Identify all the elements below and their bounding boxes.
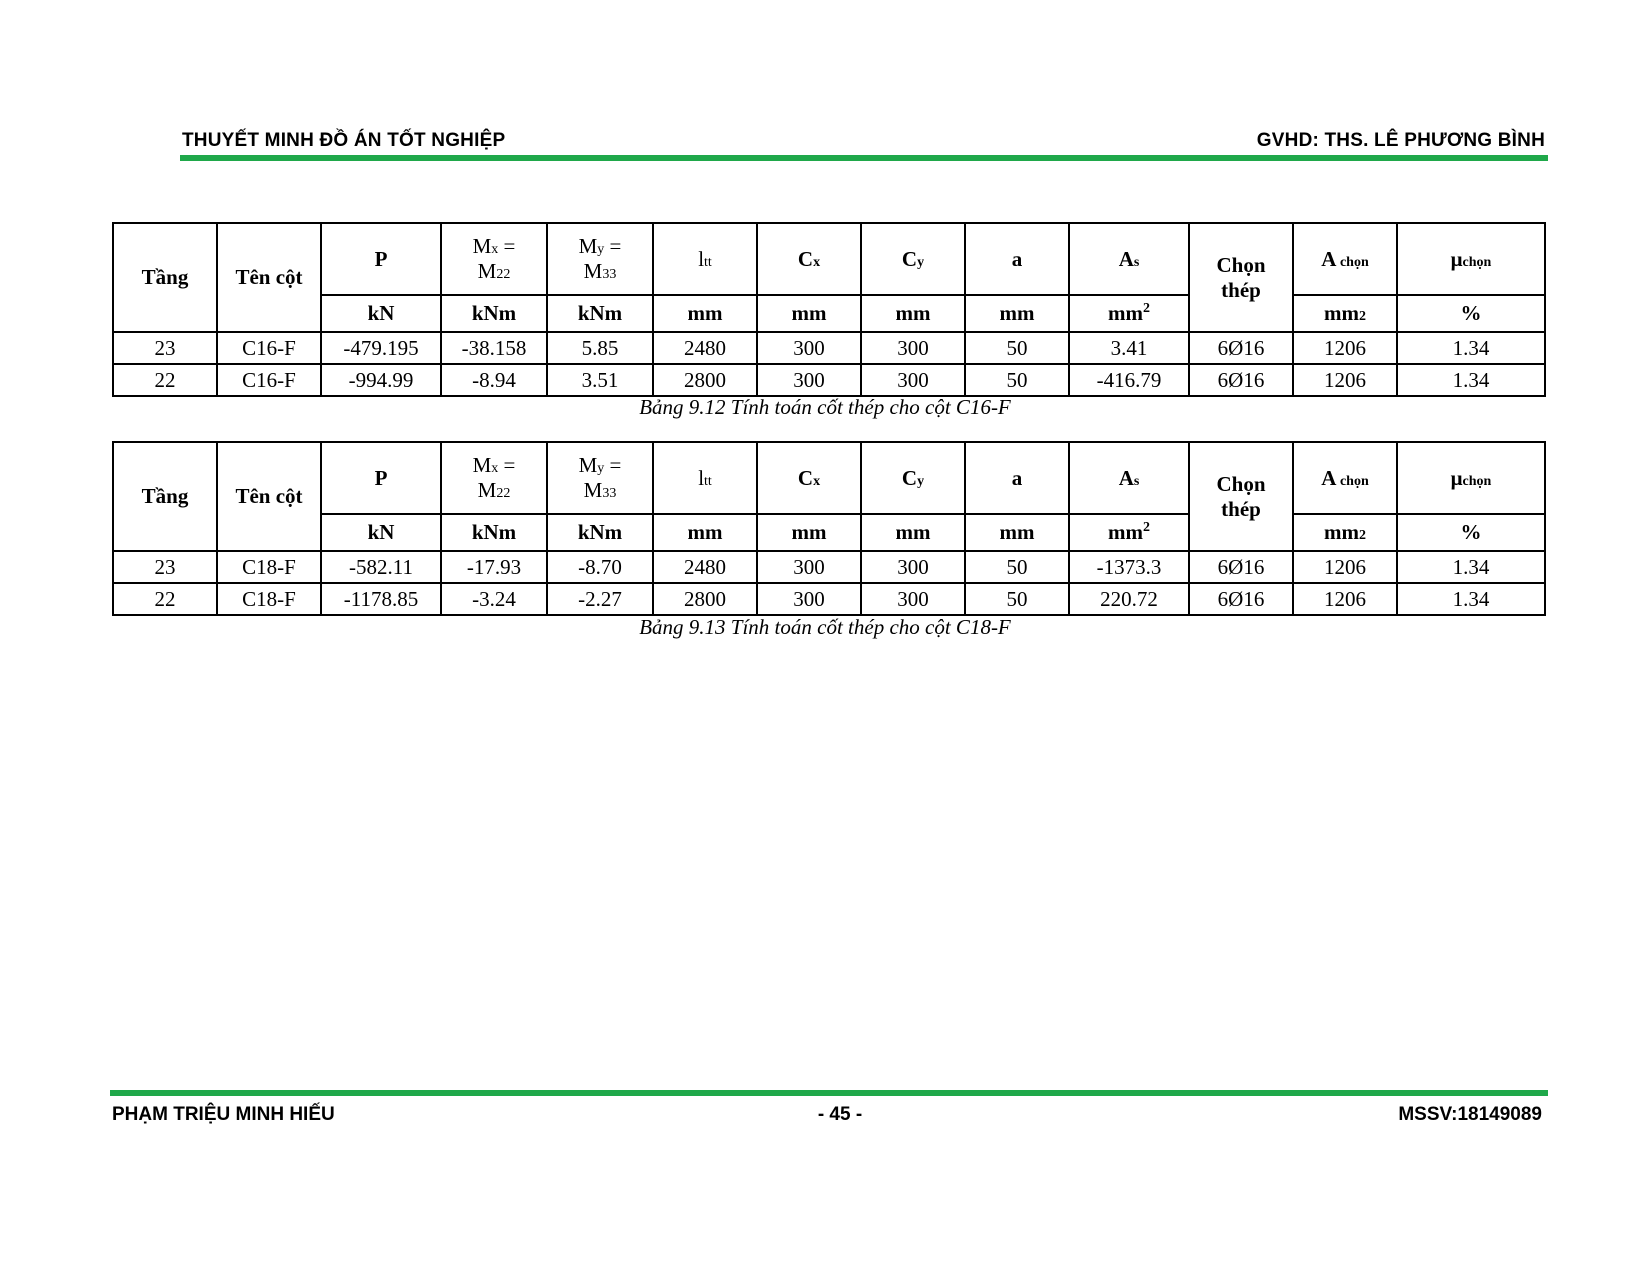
unit-mx: kNm — [441, 295, 547, 332]
cell: 1.34 — [1397, 332, 1545, 364]
cell: 6Ø16 — [1189, 332, 1293, 364]
col-header-chon-thep: Chọn thép — [1189, 442, 1293, 551]
unit-my: kNm — [547, 514, 653, 551]
unit-mx: kNm — [441, 514, 547, 551]
cell: 1.34 — [1397, 551, 1545, 583]
cell: 1206 — [1293, 332, 1397, 364]
table-row — [113, 332, 1545, 364]
cell: -8.70 — [547, 551, 653, 583]
footer-author: PHẠM TRIỆU MINH HIẾU — [112, 1104, 335, 1125]
col-header-mu-chon: μchọn — [1397, 442, 1545, 514]
cell: -1178.85 — [321, 583, 441, 615]
cell: 300 — [861, 364, 965, 396]
table-caption-c16f: Bảng 9.12 Tính toán cốt thép cho cột C16-F — [639, 395, 1011, 419]
cell: 1206 — [1293, 364, 1397, 396]
unit-cx: mm — [757, 514, 861, 551]
cell: -479.195 — [321, 332, 441, 364]
cell: 2800 — [653, 364, 757, 396]
cell: 1.34 — [1397, 583, 1545, 615]
cell: 6Ø16 — [1189, 583, 1293, 615]
col-header-as: As — [1069, 442, 1189, 514]
col-header-as: As — [1069, 223, 1189, 295]
col-header-p: P — [321, 223, 441, 295]
footer-rule — [110, 1090, 1548, 1096]
col-header-a-chon: A chọn — [1293, 442, 1397, 514]
cell: 300 — [757, 332, 861, 364]
cell: 22 — [113, 364, 217, 396]
col-header-a: a — [965, 442, 1069, 514]
unit-a-chon: mm2 — [1293, 295, 1397, 332]
cell: 1206 — [1293, 583, 1397, 615]
unit-p: kN — [321, 514, 441, 551]
unit-ltt: mm — [653, 295, 757, 332]
cell: C18-F — [217, 583, 321, 615]
unit-mu-chon: % — [1397, 295, 1545, 332]
table-row — [113, 551, 1545, 583]
cell: -38.158 — [441, 332, 547, 364]
cell: 300 — [757, 583, 861, 615]
unit-mu-chon: % — [1397, 514, 1545, 551]
col-header-ten-cot: Tên cột — [217, 442, 321, 551]
document-header-advisor: GVHD: THS. LÊ PHƯƠNG BÌNH — [1256, 130, 1545, 151]
cell: 300 — [861, 332, 965, 364]
table-row — [113, 583, 1545, 615]
cell: C16-F — [217, 332, 321, 364]
cell: 22 — [113, 583, 217, 615]
cell: 1206 — [1293, 551, 1397, 583]
cell: 2800 — [653, 583, 757, 615]
cell: 3.41 — [1069, 332, 1189, 364]
unit-my: kNm — [547, 295, 653, 332]
cell: 50 — [965, 364, 1069, 396]
unit-cy: mm — [861, 514, 965, 551]
cell: -17.93 — [441, 551, 547, 583]
cell: 23 — [113, 332, 217, 364]
col-header-mx: Mx = M22 — [441, 442, 547, 514]
cell: 5.85 — [547, 332, 653, 364]
footer-student-id: MSSV:18149089 — [1398, 1104, 1542, 1125]
unit-a: mm — [965, 514, 1069, 551]
table-caption-c18f: Bảng 9.13 Tính toán cốt thép cho cột C18-F — [639, 615, 1011, 639]
cell: -416.79 — [1069, 364, 1189, 396]
col-header-cy: Cy — [861, 442, 965, 514]
col-header-a-chon: A chọn — [1293, 223, 1397, 295]
col-header-mx: Mx = M22 — [441, 223, 547, 295]
col-header-my: My = M33 — [547, 442, 653, 514]
col-header-chon-thep: Chọn thép — [1189, 223, 1293, 332]
unit-cy: mm — [861, 295, 965, 332]
unit-ltt: mm — [653, 514, 757, 551]
cell: 50 — [965, 332, 1069, 364]
table-column-c16f — [112, 222, 1546, 397]
col-header-my: My = M33 — [547, 223, 653, 295]
document-header-title: THUYẾT MINH ĐỒ ÁN TỐT NGHIỆP — [182, 130, 506, 151]
unit-cx: mm — [757, 295, 861, 332]
cell: -582.11 — [321, 551, 441, 583]
table-row — [113, 364, 1545, 396]
col-header-cy: Cy — [861, 223, 965, 295]
cell: 2480 — [653, 551, 757, 583]
col-header-tang: Tầng — [113, 223, 217, 332]
cell: 50 — [965, 583, 1069, 615]
cell: 1.34 — [1397, 364, 1545, 396]
cell: 300 — [861, 583, 965, 615]
cell: -1373.3 — [1069, 551, 1189, 583]
col-header-ltt: ltt — [653, 442, 757, 514]
cell: 3.51 — [547, 364, 653, 396]
cell: 2480 — [653, 332, 757, 364]
col-header-a: a — [965, 223, 1069, 295]
unit-a: mm — [965, 295, 1069, 332]
cell: C18-F — [217, 551, 321, 583]
header-rule — [180, 155, 1548, 161]
unit-p: kN — [321, 295, 441, 332]
table-column-c18f — [112, 441, 1546, 616]
cell: 6Ø16 — [1189, 364, 1293, 396]
col-header-p: P — [321, 442, 441, 514]
col-header-cx: Cx — [757, 442, 861, 514]
col-header-ltt: ltt — [653, 223, 757, 295]
col-header-ten-cot: Tên cột — [217, 223, 321, 332]
cell: C16-F — [217, 364, 321, 396]
unit-as: $mm^2$ — [1069, 514, 1189, 551]
cell: -994.99 — [321, 364, 441, 396]
unit-a-chon: mm2 — [1293, 514, 1397, 551]
page-number: - 45 - — [817, 1104, 863, 1125]
cell: -2.27 — [547, 583, 653, 615]
col-header-tang: Tầng — [113, 442, 217, 551]
cell: 23 — [113, 551, 217, 583]
cell: 300 — [757, 364, 861, 396]
cell: 300 — [757, 551, 861, 583]
cell: 220.72 — [1069, 583, 1189, 615]
unit-as: $mm^2$ — [1069, 295, 1189, 332]
cell: 6Ø16 — [1189, 551, 1293, 583]
cell: 300 — [861, 551, 965, 583]
col-header-cx: Cx — [757, 223, 861, 295]
cell: 50 — [965, 551, 1069, 583]
cell: -8.94 — [441, 364, 547, 396]
cell: -3.24 — [441, 583, 547, 615]
col-header-mu-chon: μchọn — [1397, 223, 1545, 295]
